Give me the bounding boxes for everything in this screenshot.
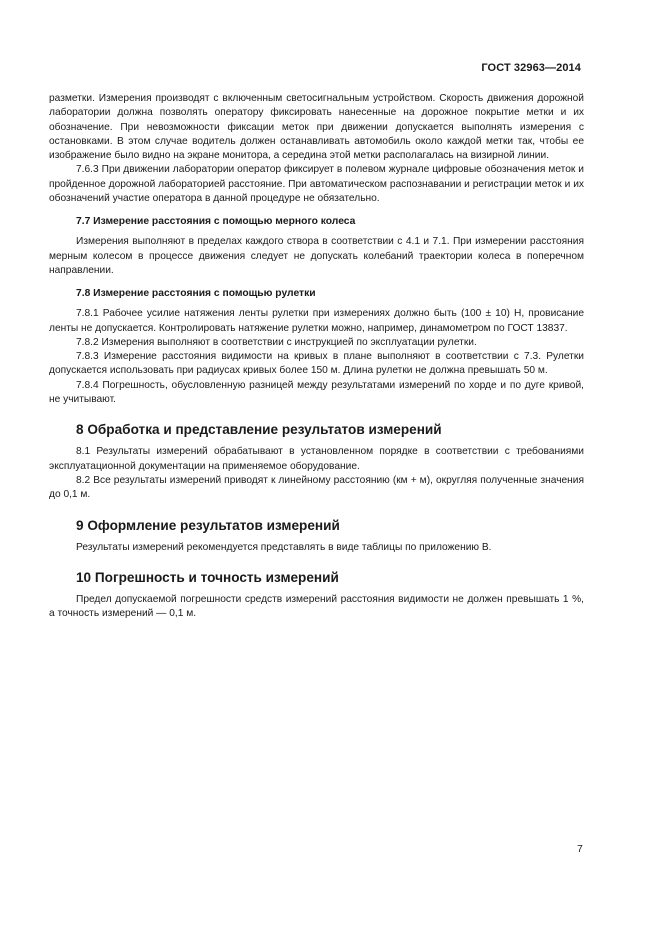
paragraph-8-1: 8.1 Результаты измерений обрабатывают в установленном порядке в соответствии с требованиями эксплуатационной документации на применяемое оборудование. — [49, 446, 584, 472]
paragraph-7-6-3: 7.6.3 При движении лаборатории оператор фиксирует в полевом журнале цифровые обозначения меток и пройденное дорожной лабораторией расстояние. При автоматическом распознавании и регистрации меток и их обозначений участие оператора в данной процедуре не обязательно. — [49, 164, 584, 205]
paragraph-7-8-2: 7.8.2 Измерения выполняют в соответствии с инструкцией по эксплуатации рулетки. — [76, 336, 477, 348]
section-9-heading: 9 Оформление результатов измерений — [76, 517, 340, 533]
paragraph-7-7: Измерения выполняют в пределах каждого створа в соответствии с 4.1 и 7.1. При измерении расстояния мерным колесом в процессе движения следует не допускать колебаний траектории колеса в поперечном направлении. — [49, 236, 584, 276]
paragraph-continuation: разметки. Измерения производят с включенным светосигнальным устройством. Скорость движения дорожной лаборатории должна позволять оператору фиксировать нанесенные на дорожное покрытие метки и их обозначение. При невозможности фиксации меток при движении допускается выполнять измерения с остановками. В этом случае водитель должен останавливать автомобиль около каждой метки так, чтобы ее изображение было видно на экране монитора, а середина этой метки располагалась на визирной линии. — [49, 93, 584, 162]
page-number: 7 — [577, 843, 583, 855]
paragraph-7-8-1: 7.8.1 Рабочее усилие натяжения ленты рулетки при измерениях должно быть (100 ± 10) Н, провисание ленты не допускается. Контролировать натяжение рулетки можно, например, динамометром по ГОСТ 13837. — [49, 308, 584, 334]
section-7-7-heading: 7.7 Измерение расстояния с помощью мерного колеса — [76, 216, 356, 228]
section-7-8-heading: 7.8 Измерение расстояния с помощью рулетки — [76, 288, 316, 300]
section-8-heading: 8 Обработка и представление результатов измерений — [76, 422, 442, 438]
paragraph-8-2: 8.2 Все результаты измерений приводят к линейному расстоянию (км + м), округляя полученные значения до 0,1 м. — [49, 474, 584, 501]
paragraph-9: Результаты измерений рекомендуется представлять в виде таблицы по приложению В. — [76, 541, 492, 553]
standard-header: ГОСТ 32963—2014 — [481, 62, 581, 74]
section-10-heading: 10 Погрешность и точность измерений — [76, 569, 339, 585]
document-body — [49, 92, 584, 621]
paragraph-10: Предел допускаемой погрешности средств измерений расстояния видимости не должен превышать 1 %, а точность измерений — 0,1 м. — [49, 593, 584, 620]
paragraph-7-8-3: 7.8.3 Измерение расстояния видимости на кривых в плане выполняют в соответствии с 7.3. Рулетки допускается использовать при радиусах кривых более 150 м. Длина рулетки не должна превышать 50 м. — [49, 351, 584, 377]
paragraph-7-8-4: 7.8.4 Погрешность, обусловленную разницей между результатами измерений по хорде и по дуге кривой, не учитывают. — [49, 379, 584, 406]
